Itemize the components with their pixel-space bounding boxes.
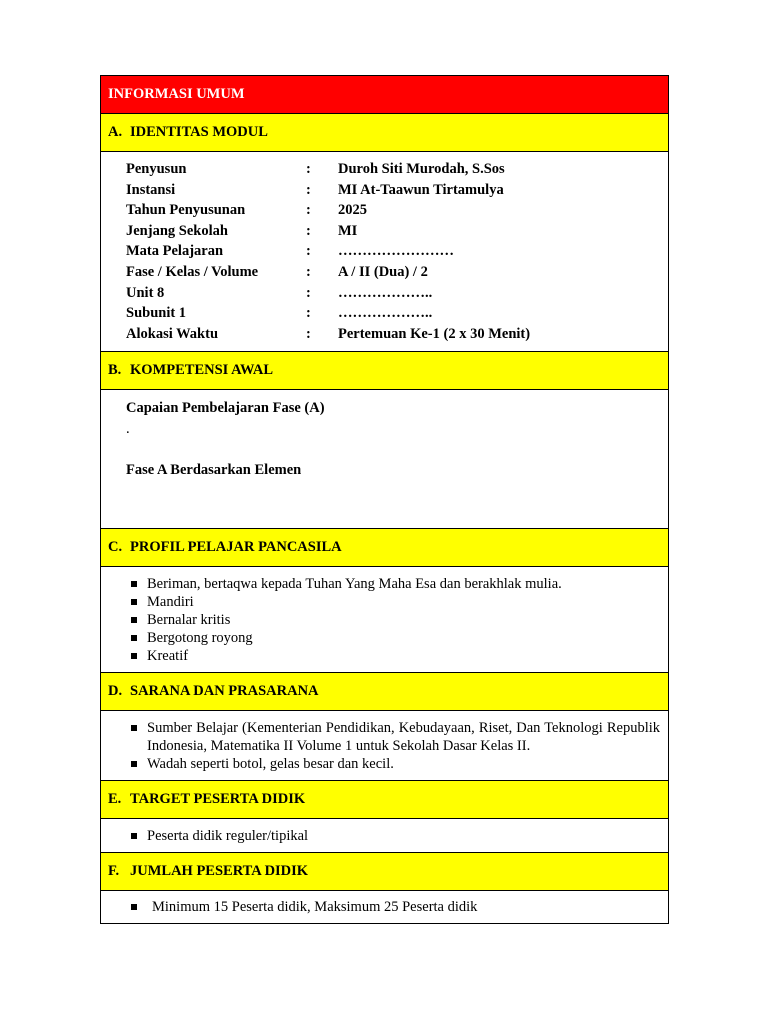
- identitas-key: Instansi: [126, 181, 176, 198]
- list-item: [101, 719, 668, 755]
- list-item-text: Minimum 15 Peserta didik, Maksimum 25 Peserta didik: [152, 899, 478, 915]
- identitas-row: [126, 262, 668, 283]
- target-list: [101, 827, 668, 845]
- cp-dot: .: [126, 420, 130, 437]
- section-f-number: F.: [108, 863, 120, 879]
- list-item-text: Peserta didik reguler/tipikal: [147, 828, 309, 844]
- module-document: [100, 75, 669, 924]
- identitas-row: [126, 283, 668, 304]
- cp-title: Capaian Pembelajaran Fase (A): [126, 400, 325, 416]
- identitas-value: Duroh Siti Murodah, S.Sos: [338, 161, 505, 177]
- identitas-row: [126, 200, 668, 221]
- section-e-title: TARGET PESERTA DIDIK: [130, 791, 306, 807]
- identitas-key: Alokasi Waktu: [126, 325, 219, 342]
- square-bullet-icon: [131, 653, 137, 659]
- identitas-key: Jenjang Sekolah: [126, 222, 228, 239]
- square-bullet-icon: [131, 599, 137, 605]
- list-item: [101, 755, 668, 773]
- square-bullet-icon: [131, 635, 137, 641]
- section-a-number: A.: [108, 124, 123, 140]
- identitas-row: [126, 159, 668, 180]
- identitas-value: MI: [338, 222, 358, 239]
- section-b-number: B.: [108, 362, 122, 378]
- list-item: [101, 629, 668, 647]
- identitas-content: [100, 151, 669, 351]
- identitas-value: Pertemuan Ke-1 (2 x 30 Menit): [338, 325, 531, 342]
- sarana-content: [100, 710, 669, 780]
- identitas-value: ………………..: [338, 305, 433, 322]
- section-d-title: SARANA DAN PRASARANA: [130, 683, 319, 699]
- list-item: [101, 827, 668, 845]
- section-f-title: JUMLAH PESERTA DIDIK: [130, 863, 309, 879]
- jumlah-list: [101, 898, 668, 916]
- list-item-text: Mandiri: [147, 594, 194, 610]
- identitas-row: [126, 180, 668, 201]
- identitas-key: Subunit 1: [126, 305, 187, 322]
- section-a-title: IDENTITAS MODUL: [130, 124, 268, 140]
- list-item-text: Wadah seperti botol, gelas besar dan kecil.: [147, 756, 394, 772]
- identitas-row: [126, 221, 668, 242]
- list-item: [101, 593, 668, 611]
- identitas-row: [126, 324, 668, 345]
- section-c-title: PROFIL PELAJAR PANCASILA: [130, 539, 342, 555]
- identitas-value: 2025: [338, 202, 367, 219]
- list-item-text: Kreatif: [147, 648, 189, 664]
- section-d-header: [100, 672, 669, 710]
- section-f-header: [100, 852, 669, 890]
- identitas-value: ……………………: [338, 243, 454, 260]
- identitas-sep: :: [306, 243, 311, 260]
- section-c-number: C.: [108, 539, 123, 555]
- list-item-text: Sumber Belajar (Kementerian Pendidikan, Kebudayaan, Riset, Dan Teknologi Republik Indonesia, Matematika II Volume 1 untuk Sekolah Dasar Kelas II.: [147, 720, 660, 754]
- section-b-title: KOMPETENSI AWAL: [130, 362, 274, 378]
- identitas-sep: :: [306, 263, 311, 280]
- section-c-header: [100, 528, 669, 566]
- identitas-key: Mata Pelajaran: [126, 243, 224, 260]
- identitas-sep: :: [306, 181, 311, 198]
- section-e-header: [100, 780, 669, 818]
- list-item: [101, 611, 668, 629]
- kompetensi-content: [100, 389, 669, 528]
- target-content: [100, 818, 669, 852]
- header-row: [100, 75, 669, 113]
- list-item: [101, 647, 668, 665]
- identitas-key: Unit 8: [126, 284, 165, 301]
- section-b-header: [100, 351, 669, 389]
- identitas-value: ………………..: [338, 284, 433, 301]
- identitas-sep: :: [306, 284, 311, 301]
- list-item: [101, 575, 668, 593]
- identitas-value: MI At-Taawun Tirtamulya: [338, 181, 504, 198]
- identitas-sep: :: [306, 222, 311, 239]
- list-item-text: Beriman, bertaqwa kepada Tuhan Yang Maha Esa dan berakhlak mulia.: [147, 576, 562, 592]
- identitas-sep: :: [306, 325, 311, 342]
- identitas-key: Fase / Kelas / Volume: [126, 263, 259, 280]
- square-bullet-icon: [131, 617, 137, 623]
- section-e-number: E.: [108, 791, 122, 807]
- identitas-sep: :: [306, 202, 311, 219]
- section-d-number: D.: [108, 683, 123, 699]
- square-bullet-icon: [131, 904, 137, 910]
- square-bullet-icon: [131, 581, 137, 587]
- profil-content: [100, 566, 669, 672]
- identitas-row: [126, 303, 668, 324]
- sarana-list: [101, 719, 668, 773]
- jumlah-content: [100, 890, 669, 924]
- identitas-sep: :: [306, 161, 311, 177]
- identitas-row: [126, 241, 668, 262]
- header-title: INFORMASI UMUM: [101, 76, 668, 113]
- square-bullet-icon: [131, 833, 137, 839]
- section-a-header: [100, 113, 669, 151]
- list-item-text: Bernalar kritis: [147, 612, 231, 628]
- profil-list: [101, 575, 668, 665]
- identitas-key: Penyusun: [126, 161, 187, 177]
- square-bullet-icon: [131, 761, 137, 767]
- identitas-value: A / II (Dua) / 2: [338, 263, 428, 280]
- identitas-key: Tahun Penyusunan: [126, 202, 246, 219]
- list-item: [101, 898, 668, 916]
- fase-title: Fase A Berdasarkan Elemen: [126, 461, 302, 478]
- square-bullet-icon: [131, 725, 137, 731]
- list-item-text: Bergotong royong: [147, 630, 253, 646]
- identitas-sep: :: [306, 305, 311, 322]
